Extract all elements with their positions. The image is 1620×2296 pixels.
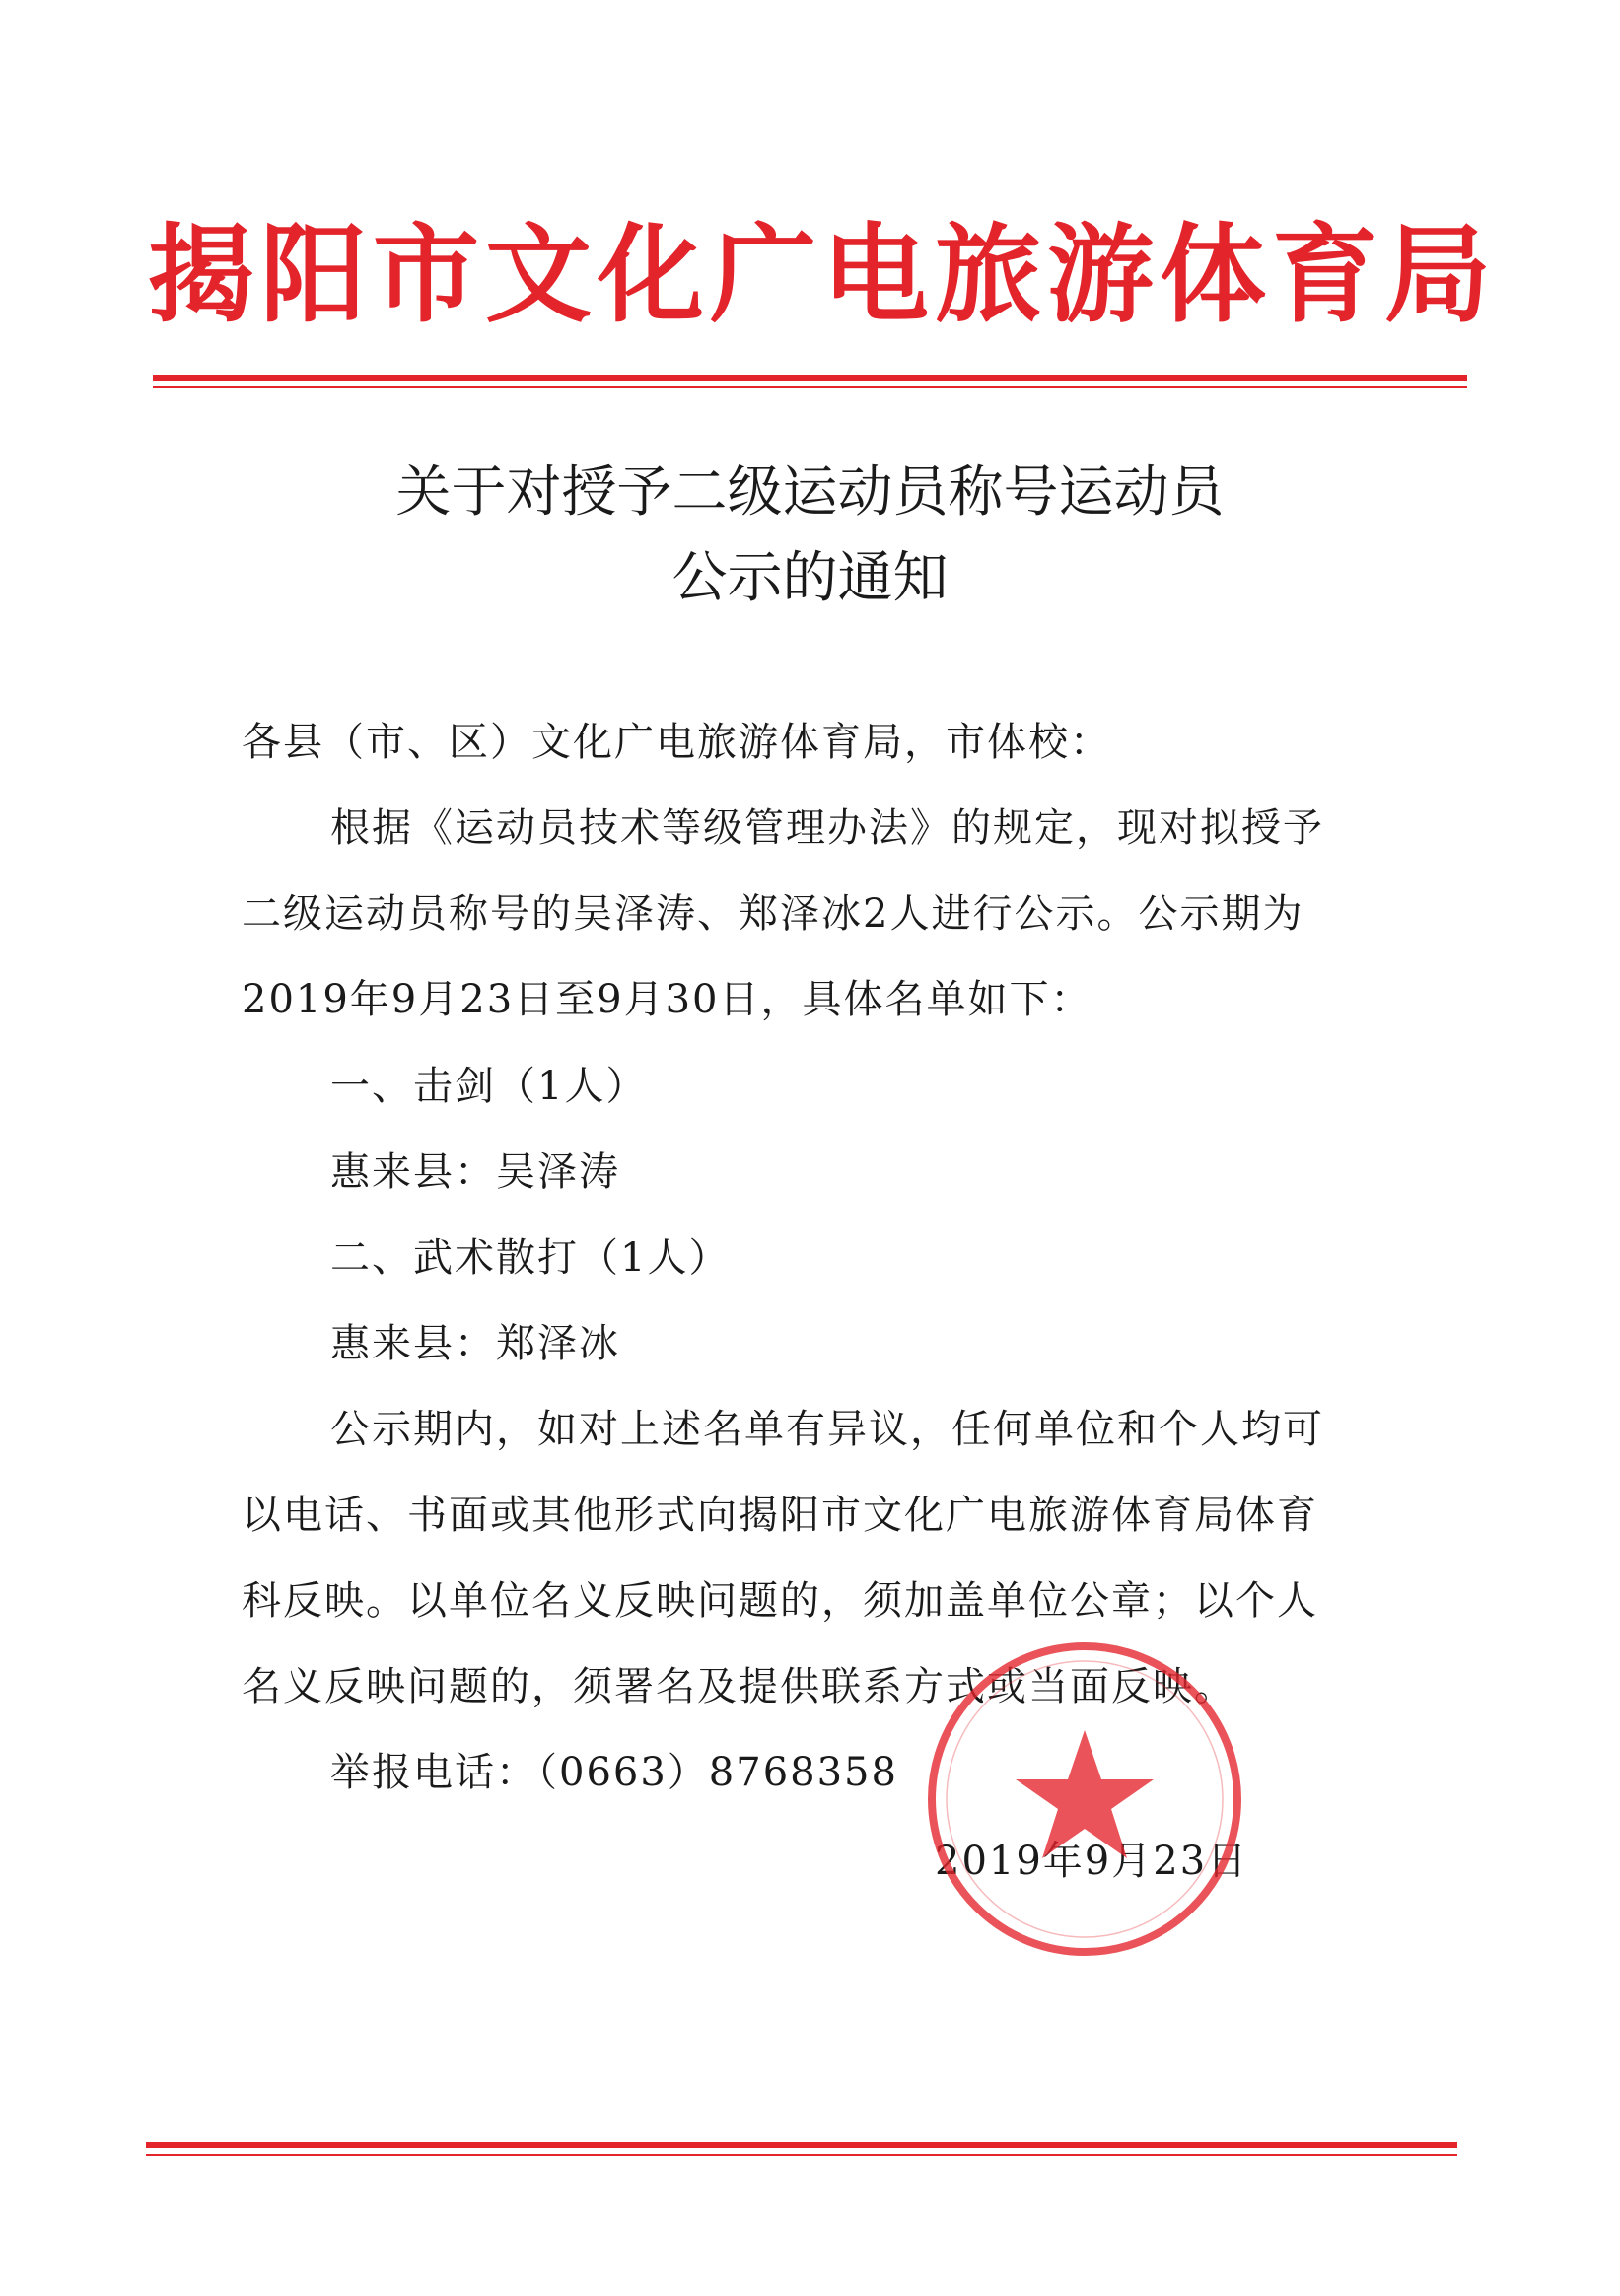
paragraph-2-line-3: 科反映。以单位名义反映问题的，须加盖单位公章；以个人 xyxy=(242,1578,1318,1624)
document-title-line-2: 公示的通知 xyxy=(671,546,949,610)
item-1-heading: 一、击剑（1人） xyxy=(330,1064,648,1109)
paragraph-2-line-4: 名义反映问题的，须署名及提供联系方式或当面反映。 xyxy=(242,1664,1235,1709)
agency-header: 揭阳市文化广电旅游体育局 xyxy=(148,214,1498,337)
item-2-person: 惠来县：郑泽冰 xyxy=(330,1321,620,1366)
paragraph-1-line-1: 根据《运动员技术等级管理办法》的规定，现对拟授予 xyxy=(330,805,1324,851)
salutation: 各县（市、区）文化广电旅游体育局，市体校： xyxy=(242,720,1111,765)
hotline: 举报电话：（0663）8768358 xyxy=(330,1750,898,1795)
paragraph-1-line-3: 2019年9月23日至9月30日，具体名单如下： xyxy=(242,977,1092,1022)
paragraph-2-line-2: 以电话、书面或其他形式向揭阳市文化广电旅游体育局体育 xyxy=(242,1493,1318,1538)
footer-rule-thick xyxy=(146,2142,1457,2148)
header-rule-thick xyxy=(153,375,1467,381)
item-1-person: 惠来县：吴泽涛 xyxy=(330,1149,620,1195)
header-rule-thin xyxy=(153,386,1467,388)
official-seal xyxy=(922,1636,1247,1962)
footer-rule-thin xyxy=(146,2154,1457,2156)
issue-date: 2019年9月23日 xyxy=(935,1839,1249,1884)
item-2-heading: 二、武术散打（1人） xyxy=(330,1235,731,1281)
star-icon xyxy=(1016,1730,1154,1858)
paragraph-1-line-2: 二级运动员称号的吴泽涛、郑泽冰2人进行公示。公示期为 xyxy=(242,891,1304,937)
paragraph-2-line-1: 公示期内，如对上述名单有异议，任何单位和个人均可 xyxy=(330,1407,1324,1452)
document-title-line-1: 关于对授予二级运动员称号运动员 xyxy=(395,460,1225,524)
